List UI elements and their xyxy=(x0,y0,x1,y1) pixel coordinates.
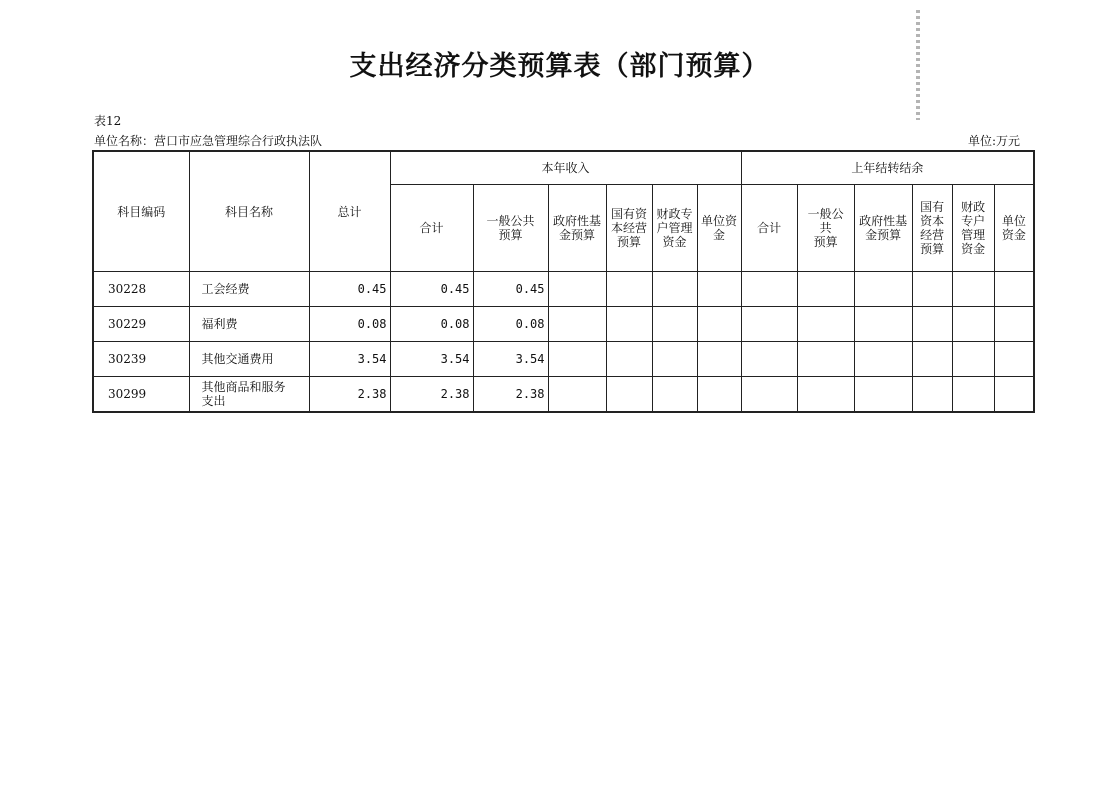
header-current-income: 本年收入 xyxy=(390,151,741,185)
cell-empty xyxy=(912,377,952,413)
cell-empty xyxy=(741,377,797,413)
header-ci-gov-fund: 政府性基 金预算 xyxy=(548,185,606,272)
cell-empty xyxy=(854,342,912,377)
cell-ci-sum: 3.54 xyxy=(390,342,473,377)
cell-name: 福利费 xyxy=(189,307,309,342)
budget-table xyxy=(92,150,1035,413)
cell-empty xyxy=(741,307,797,342)
table-row xyxy=(93,272,1034,307)
cell-empty xyxy=(994,377,1034,413)
unit-name: 单位名称：营口市应急管理综合行政执法队 xyxy=(94,134,323,148)
header-code: 科目编码 xyxy=(93,151,189,272)
cell-empty xyxy=(994,342,1034,377)
cell-empty xyxy=(994,307,1034,342)
cell-total: 0.45 xyxy=(309,272,390,307)
header-total: 总计 xyxy=(309,151,390,272)
cell-empty xyxy=(797,272,854,307)
cell-empty xyxy=(912,272,952,307)
header-carryover: 上年结转结余 xyxy=(741,151,1034,185)
cell-empty xyxy=(606,307,652,342)
table-row xyxy=(93,377,1034,413)
cell-code: 30228 xyxy=(93,272,189,307)
cell-empty xyxy=(652,307,697,342)
cell-total: 0.08 xyxy=(309,307,390,342)
cell-empty xyxy=(952,272,994,307)
cell-name: 其他交通费用 xyxy=(189,342,309,377)
cell-name: 其他商品和服务 支出 xyxy=(189,377,309,413)
currency-unit: 单位:万元 xyxy=(968,134,1021,148)
header-co-state-capital: 国有 资本 经营 预算 xyxy=(912,185,952,272)
cell-empty xyxy=(854,272,912,307)
header-co-sum: 合计 xyxy=(741,185,797,272)
table-number: 表12 xyxy=(94,114,122,128)
cell-total: 3.54 xyxy=(309,342,390,377)
cell-empty xyxy=(548,272,606,307)
cell-empty xyxy=(652,342,697,377)
cell-empty xyxy=(548,377,606,413)
cell-empty xyxy=(952,307,994,342)
cell-empty xyxy=(652,377,697,413)
cell-empty xyxy=(606,377,652,413)
cell-ci-general: 0.08 xyxy=(473,307,548,342)
cell-name: 工会经费 xyxy=(189,272,309,307)
cell-empty xyxy=(697,307,741,342)
cell-empty xyxy=(952,342,994,377)
cell-empty xyxy=(548,307,606,342)
cell-empty xyxy=(652,272,697,307)
header-ci-general: 一般公共 预算 xyxy=(473,185,548,272)
cell-empty xyxy=(741,342,797,377)
cell-ci-general: 0.45 xyxy=(473,272,548,307)
cell-empty xyxy=(548,342,606,377)
cell-empty xyxy=(797,342,854,377)
cell-empty xyxy=(797,377,854,413)
cell-ci-general: 2.38 xyxy=(473,377,548,413)
cell-code: 30229 xyxy=(93,307,189,342)
cell-empty xyxy=(854,307,912,342)
cell-empty xyxy=(697,342,741,377)
cell-empty xyxy=(854,377,912,413)
header-row-1 xyxy=(93,151,1034,185)
cell-empty xyxy=(994,272,1034,307)
cell-empty xyxy=(912,342,952,377)
header-ci-state-capital: 国有资 本经营 预算 xyxy=(606,185,652,272)
table-row xyxy=(93,307,1034,342)
header-ci-special-mgmt: 财政专 户管理 资金 xyxy=(652,185,697,272)
cell-empty xyxy=(912,307,952,342)
header-co-unit-fund: 单位 资金 xyxy=(994,185,1034,272)
cell-empty xyxy=(697,272,741,307)
cell-total: 2.38 xyxy=(309,377,390,413)
cell-code: 30239 xyxy=(93,342,189,377)
cell-empty xyxy=(697,377,741,413)
cell-empty xyxy=(741,272,797,307)
header-ci-unit-fund: 单位资 金 xyxy=(697,185,741,272)
header-co-special-mgmt: 财政 专户 管理 资金 xyxy=(952,185,994,272)
cell-empty xyxy=(952,377,994,413)
header-ci-sum: 合计 xyxy=(390,185,473,272)
header-name: 科目名称 xyxy=(189,151,309,272)
cell-empty xyxy=(606,272,652,307)
cell-code: 30299 xyxy=(93,377,189,413)
page-title: 支出经济分类预算表（部门预算） xyxy=(349,51,770,82)
cell-ci-general: 3.54 xyxy=(473,342,548,377)
cell-ci-sum: 2.38 xyxy=(390,377,473,413)
cell-ci-sum: 0.45 xyxy=(390,272,473,307)
header-co-general: 一般公 共 预算 xyxy=(797,185,854,272)
table-row xyxy=(93,342,1034,377)
cell-empty xyxy=(797,307,854,342)
header-co-gov-fund: 政府性基 金预算 xyxy=(854,185,912,272)
cell-empty xyxy=(606,342,652,377)
cell-ci-sum: 0.08 xyxy=(390,307,473,342)
